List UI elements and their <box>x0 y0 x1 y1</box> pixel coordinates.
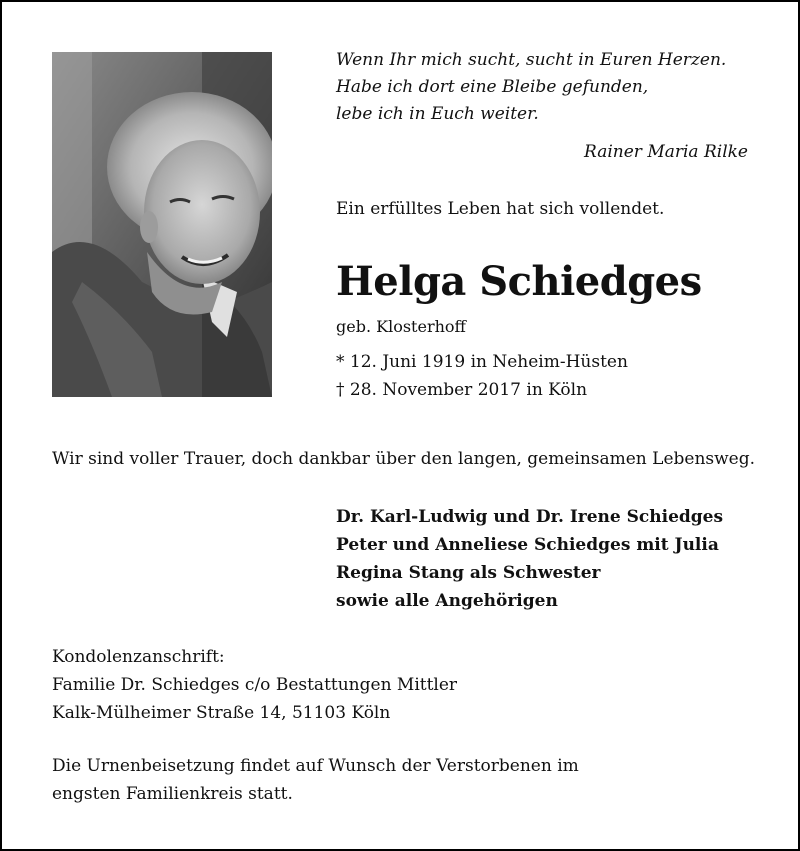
quote-line: Wenn Ihr mich sucht, sucht in Euren Herzen. <box>336 50 727 70</box>
portrait-photo <box>52 52 272 397</box>
mourners-list <box>336 503 723 615</box>
deceased-name: Helga Schiedges <box>336 258 702 305</box>
burial-note-line: engsten Familienkreis statt. <box>52 784 293 804</box>
mourner-line: Peter und Anneliese Schiedges mit Julia <box>336 535 719 555</box>
quote-line: lebe ich in Euch weiter. <box>336 104 539 124</box>
rilke-quote <box>336 47 726 128</box>
intro-line: Ein erfülltes Leben hat sich vollendet. <box>336 199 665 219</box>
condolence-label: Kondolenzanschrift: <box>52 647 225 667</box>
maiden-name: geb. Klosterhoff <box>336 317 466 336</box>
address-line: Kalk-Mülheimer Straße 14, 51103 Köln <box>52 703 391 723</box>
grief-line: Wir sind voller Trauer, doch dankbar über den langen, gemeinsamen Lebensweg. <box>52 449 756 469</box>
condolence-address <box>52 643 457 727</box>
death-date: † 28. November 2017 in Köln <box>336 380 588 400</box>
burial-note <box>52 752 579 808</box>
quote-line: Habe ich dort eine Bleibe gefunden, <box>336 77 649 97</box>
mourner-line: Dr. Karl-Ludwig und Dr. Irene Schiedges <box>336 507 724 527</box>
mourner-line: Regina Stang als Schwester <box>336 563 601 583</box>
birth-date: * 12. Juni 1919 in Neheim-Hüsten <box>336 352 628 372</box>
burial-note-line: Die Urnenbeisetzung findet auf Wunsch der Verstorbenen im <box>52 756 579 776</box>
address-line: Familie Dr. Schiedges c/o Bestattungen Mittler <box>52 675 458 695</box>
life-dates <box>336 348 628 404</box>
mourner-line: sowie alle Angehörigen <box>336 591 558 611</box>
quote-author: Rainer Maria Rilke <box>584 142 748 162</box>
